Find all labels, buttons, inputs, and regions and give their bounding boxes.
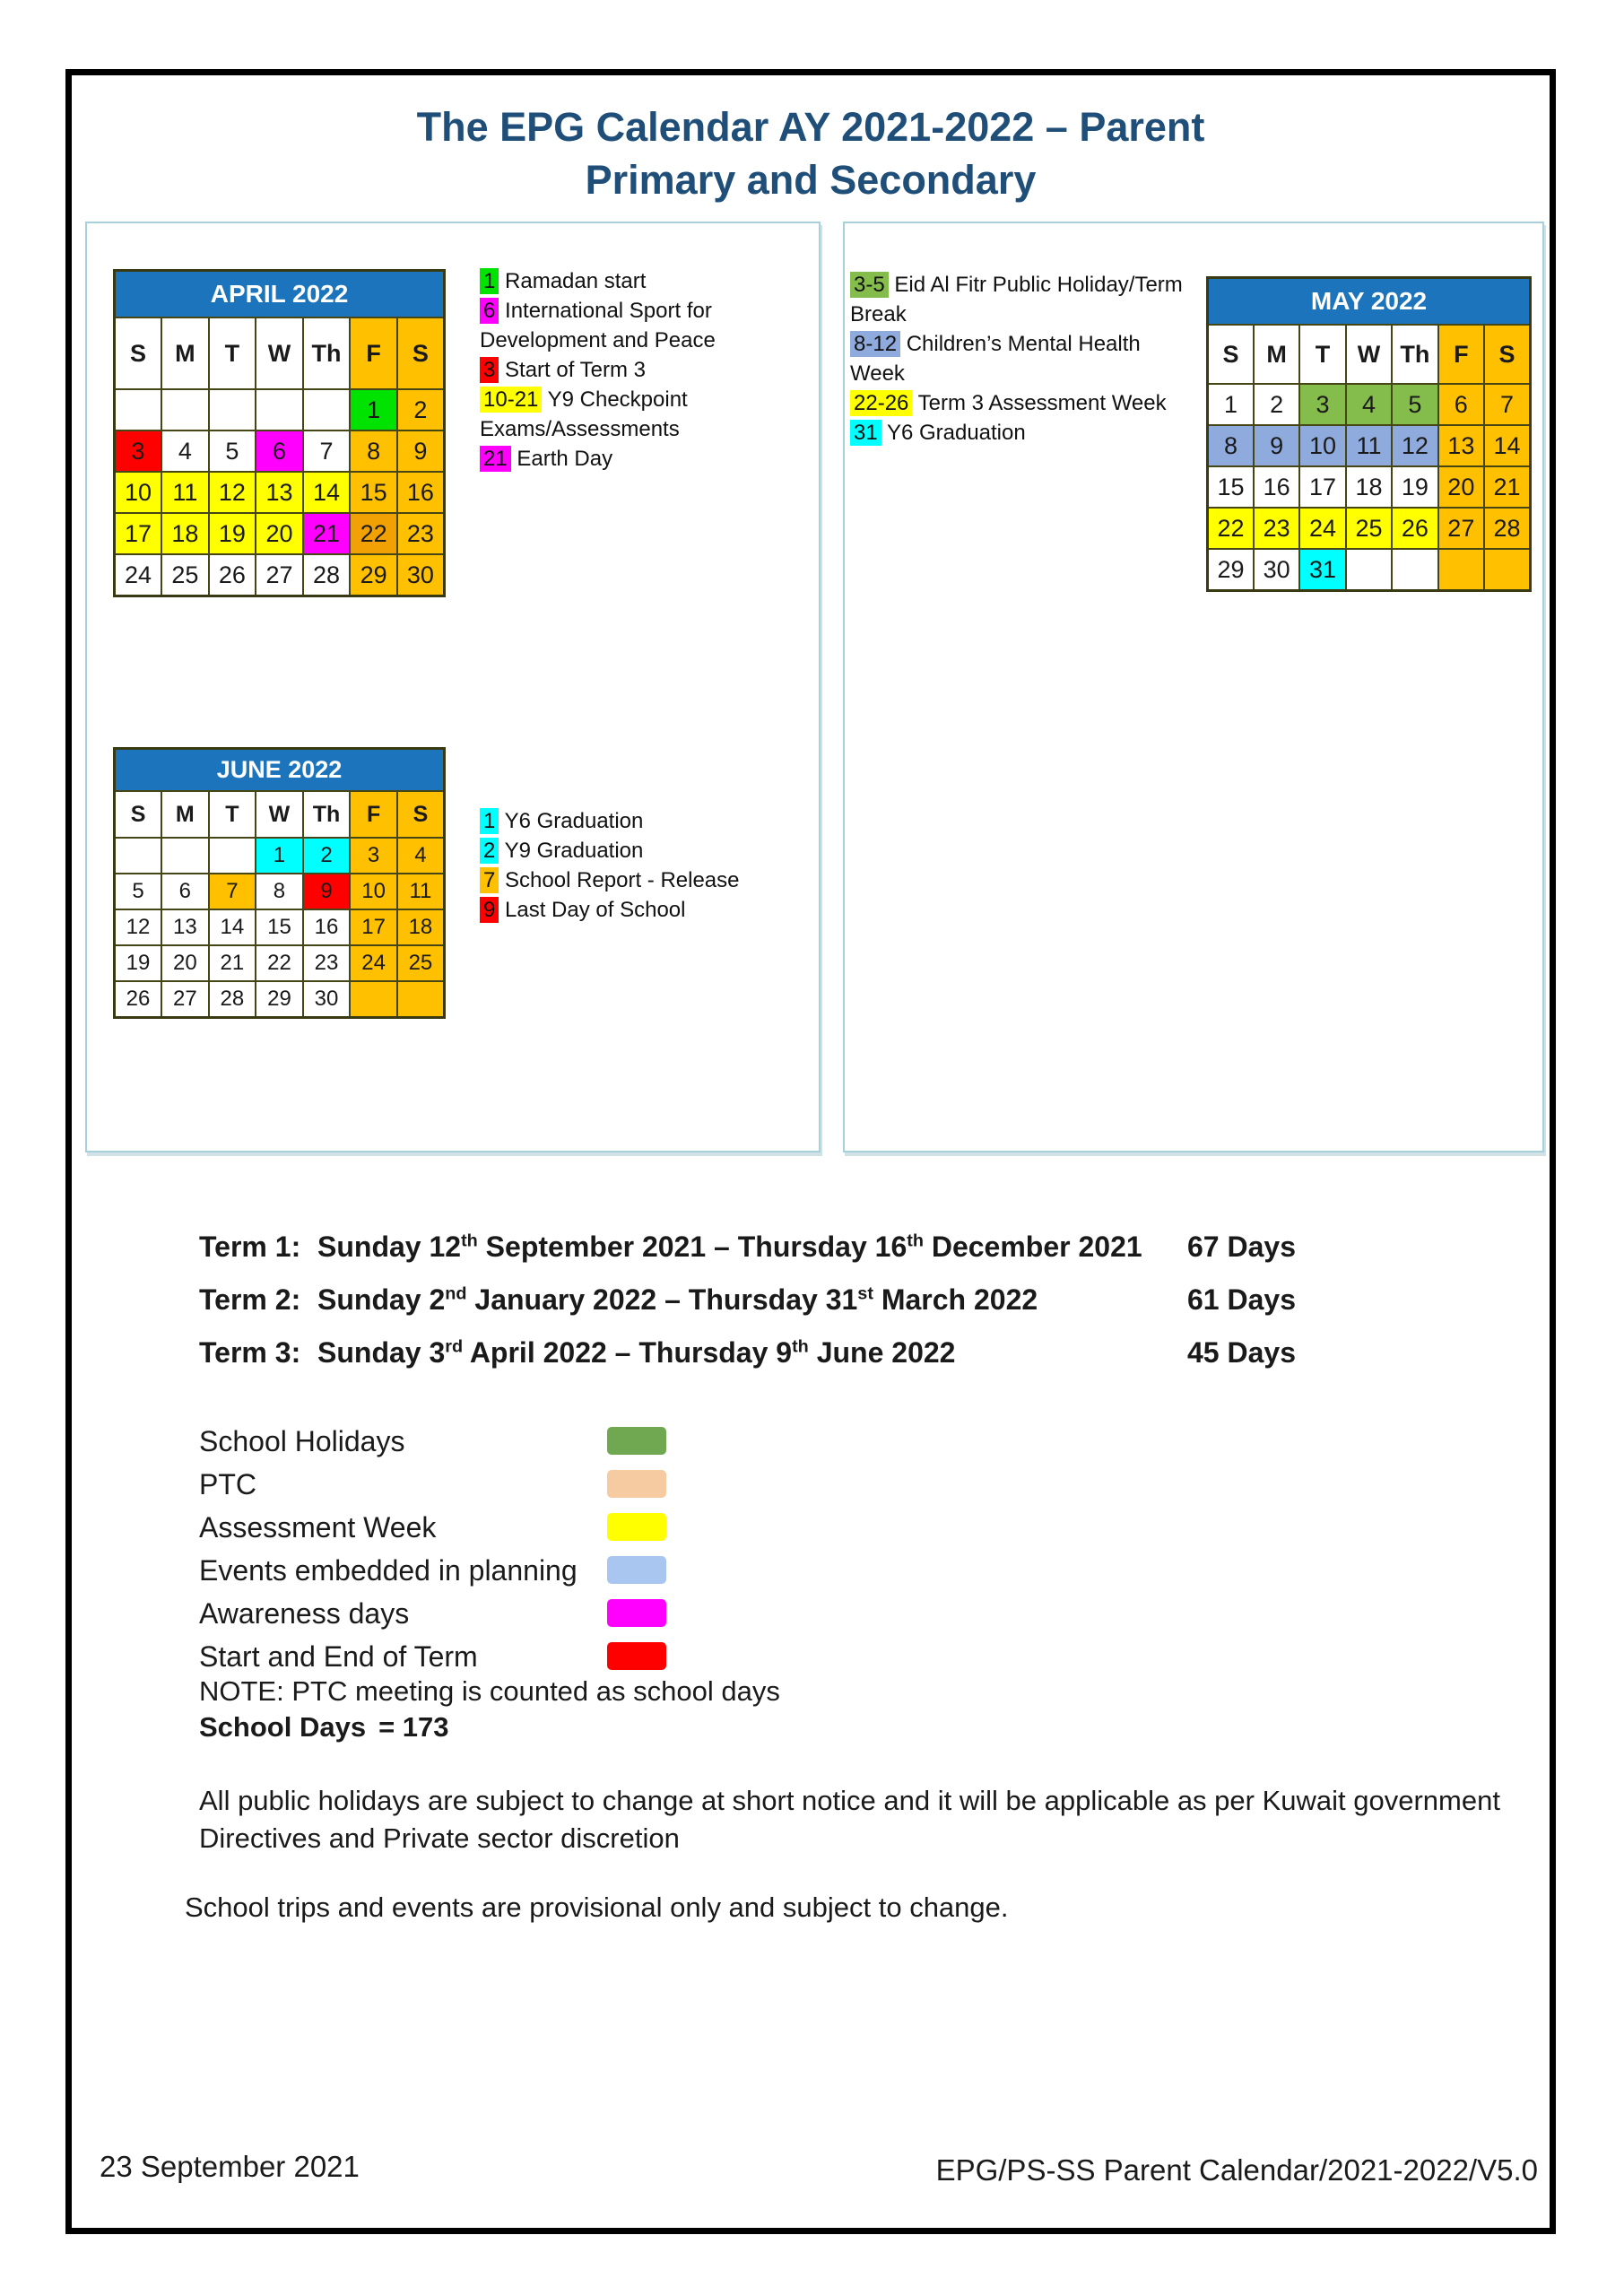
color-legend-label: Events embedded in planning <box>199 1554 578 1587</box>
day-cell-may-27: 27 <box>1438 508 1484 549</box>
april-legend <box>480 266 813 474</box>
calendar-table-april <box>113 269 446 597</box>
day-cell-april-10: 10 <box>115 472 162 513</box>
day-header-june-5: F <box>350 791 397 838</box>
day-cell-empty <box>161 838 209 874</box>
legend-date-highlight: 3 <box>480 357 499 383</box>
day-cell-may-11: 11 <box>1346 425 1392 466</box>
color-legend-label: School Holidays <box>199 1425 405 1457</box>
day-header-may-3: W <box>1346 325 1392 384</box>
day-header-june-6: S <box>397 791 445 838</box>
day-cell-june-7: 7 <box>209 874 256 909</box>
day-cell-may-3: 3 <box>1299 384 1345 425</box>
day-cell-april-3: 3 <box>115 430 162 472</box>
day-cell-april-18: 18 <box>161 513 209 554</box>
day-cell-empty <box>256 389 303 430</box>
day-cell-may-18: 18 <box>1346 466 1392 508</box>
day-cell-may-12: 12 <box>1392 425 1437 466</box>
day-header-may-6: S <box>1484 325 1530 384</box>
color-legend-swatch <box>607 1427 666 1455</box>
day-cell-april-2: 2 <box>397 389 445 430</box>
term-row-2 <box>199 1274 1455 1326</box>
legend-date-highlight: 8-12 <box>850 331 900 357</box>
term-dates: Sunday 2nd January 2022 – Thursday 31st March 2022 <box>317 1283 1038 1316</box>
legend-date-highlight: 1 <box>480 268 499 294</box>
day-cell-june-8: 8 <box>256 874 303 909</box>
day-cell-empty <box>115 838 162 874</box>
month-title-may: MAY 2022 <box>1208 278 1531 326</box>
legend-date-highlight: 7 <box>480 867 499 893</box>
day-cell-april-27: 27 <box>256 554 303 596</box>
day-cell-may-24: 24 <box>1299 508 1345 549</box>
day-cell-april-15: 15 <box>350 472 397 513</box>
legend-date-highlight: 22-26 <box>850 390 912 416</box>
day-cell-empty <box>209 389 256 430</box>
day-cell-june-4: 4 <box>397 838 445 874</box>
june-legend-item-2: 7 School Report - Release <box>480 865 785 895</box>
april-legend-item-0: 1 Ramadan start <box>480 266 813 296</box>
day-header-april-5: F <box>350 317 397 389</box>
day-cell-may-22: 22 <box>1208 508 1254 549</box>
day-cell-empty <box>1346 549 1392 591</box>
day-cell-june-27: 27 <box>161 981 209 1018</box>
color-legend-row-4 <box>199 1549 827 1592</box>
day-header-may-0: S <box>1208 325 1254 384</box>
day-cell-june-30: 30 <box>303 981 351 1018</box>
april-legend-item-1: 6 International Sport for Development and Peace <box>480 299 716 352</box>
day-cell-april-20: 20 <box>256 513 303 554</box>
day-cell-may-6: 6 <box>1438 384 1484 425</box>
day-cell-june-23: 23 <box>303 945 351 981</box>
term-days-count: 61 Days <box>1187 1283 1296 1316</box>
legend-date-highlight: 31 <box>850 420 881 446</box>
day-cell-june-22: 22 <box>256 945 303 981</box>
day-cell-june-3: 3 <box>350 838 397 874</box>
day-cell-empty <box>350 981 397 1018</box>
term-row-3 <box>199 1326 1455 1379</box>
day-cell-april-24: 24 <box>115 554 162 596</box>
day-header-june-1: M <box>161 791 209 838</box>
term-dates: Sunday 12th September 2021 – Thursday 16th December 2021 <box>317 1231 1142 1263</box>
day-cell-may-10: 10 <box>1299 425 1345 466</box>
color-legend-row-6 <box>199 1635 827 1678</box>
page-frame <box>65 69 1556 2234</box>
day-cell-april-5: 5 <box>209 430 256 472</box>
legend-date-highlight: 3-5 <box>850 272 889 298</box>
color-legend <box>199 1420 827 1678</box>
color-legend-row-1 <box>199 1420 827 1463</box>
legend-date-highlight: 10-21 <box>480 387 542 413</box>
document-title-line2: Primary and Secondary <box>585 157 1037 203</box>
color-legend-row-2 <box>199 1463 827 1506</box>
day-cell-may-17: 17 <box>1299 466 1345 508</box>
color-legend-label: Start and End of Term <box>199 1640 478 1673</box>
day-cell-may-25: 25 <box>1346 508 1392 549</box>
legend-date-highlight: 21 <box>480 446 511 472</box>
day-cell-june-1: 1 <box>256 838 303 874</box>
color-legend-swatch <box>607 1642 666 1670</box>
day-cell-may-13: 13 <box>1438 425 1484 466</box>
document-title-line1: The EPG Calendar AY 2021-2022 – Parent <box>416 104 1205 150</box>
day-cell-april-14: 14 <box>303 472 351 513</box>
calendar-box-left <box>85 222 821 1152</box>
term-label: Term 1: <box>199 1231 301 1263</box>
june-legend <box>480 806 785 925</box>
day-cell-april-9: 9 <box>397 430 445 472</box>
day-cell-may-20: 20 <box>1438 466 1484 508</box>
notes-block <box>199 1674 780 1745</box>
holidays-disclaimer: All public holidays are subject to change at short notice and it will be applicable as per Kuwait government Directives and Private sector discretion <box>199 1785 1500 1854</box>
april-legend-item-2: 3 Start of Term 3 <box>480 355 813 385</box>
day-cell-april-1: 1 <box>350 389 397 430</box>
calendar-table-june <box>113 747 446 1019</box>
day-cell-june-26: 26 <box>115 981 162 1018</box>
day-cell-may-2: 2 <box>1254 384 1299 425</box>
day-cell-june-24: 24 <box>350 945 397 981</box>
day-cell-april-17: 17 <box>115 513 162 554</box>
day-cell-may-14: 14 <box>1484 425 1530 466</box>
day-cell-april-28: 28 <box>303 554 351 596</box>
footer-document-reference: EPG/PS-SS Parent Calendar/2021-2022/V5.0 <box>935 2153 1538 2187</box>
term-days-count: 67 Days <box>1187 1231 1296 1263</box>
day-header-april-0: S <box>115 317 162 389</box>
day-header-june-3: W <box>256 791 303 838</box>
calendar-may-2022 <box>1206 276 1532 592</box>
legend-date-highlight: 2 <box>480 838 499 864</box>
day-header-april-3: W <box>256 317 303 389</box>
school-days-value: = 173 <box>378 1711 449 1743</box>
may-legend-item-2: 22-26 Term 3 Assessment Week <box>850 388 1205 418</box>
day-cell-april-16: 16 <box>397 472 445 513</box>
day-cell-april-4: 4 <box>161 430 209 472</box>
footer-date: 23 September 2021 <box>100 2150 360 2183</box>
june-legend-item-3: 9 Last Day of School <box>480 895 785 925</box>
day-cell-april-23: 23 <box>397 513 445 554</box>
day-header-april-4: Th <box>303 317 351 389</box>
day-header-april-6: S <box>397 317 445 389</box>
day-cell-june-15: 15 <box>256 909 303 945</box>
day-header-june-0: S <box>115 791 162 838</box>
term-days-count: 45 Days <box>1187 1336 1296 1369</box>
day-cell-may-9: 9 <box>1254 425 1299 466</box>
school-days-label: School Days <box>199 1711 367 1743</box>
day-cell-april-30: 30 <box>397 554 445 596</box>
day-cell-april-22: 22 <box>350 513 397 554</box>
day-cell-empty <box>209 838 256 874</box>
day-cell-april-26: 26 <box>209 554 256 596</box>
day-cell-may-1: 1 <box>1208 384 1254 425</box>
color-legend-swatch <box>607 1599 666 1627</box>
day-cell-empty <box>1484 549 1530 591</box>
term-label: Term 2: <box>199 1283 301 1316</box>
day-cell-may-8: 8 <box>1208 425 1254 466</box>
may-legend-item-1: 8-12 Children’s Mental Health Week <box>850 332 1141 386</box>
ptc-note: NOTE: PTC meeting is counted as school days <box>199 1675 780 1707</box>
april-legend-item-4: 21 Earth Day <box>480 444 813 474</box>
day-cell-june-16: 16 <box>303 909 351 945</box>
day-cell-april-12: 12 <box>209 472 256 513</box>
day-cell-june-12: 12 <box>115 909 162 945</box>
may-legend-item-0: 3-5 Eid Al Fitr Public Holiday/Term Break <box>850 273 1183 326</box>
school-days-total <box>199 1709 780 1745</box>
day-cell-empty <box>1392 549 1437 591</box>
day-header-april-1: M <box>161 317 209 389</box>
calendar-box-right <box>843 222 1544 1152</box>
day-cell-june-2: 2 <box>303 838 351 874</box>
day-header-april-2: T <box>209 317 256 389</box>
day-cell-may-5: 5 <box>1392 384 1437 425</box>
term-label: Term 3: <box>199 1336 301 1369</box>
day-cell-empty <box>1438 549 1484 591</box>
day-cell-june-13: 13 <box>161 909 209 945</box>
day-cell-may-15: 15 <box>1208 466 1254 508</box>
day-cell-april-21: 21 <box>303 513 351 554</box>
day-cell-june-18: 18 <box>397 909 445 945</box>
day-cell-april-13: 13 <box>256 472 303 513</box>
day-cell-june-10: 10 <box>350 874 397 909</box>
day-cell-june-9: 9 <box>303 874 351 909</box>
day-cell-may-29: 29 <box>1208 549 1254 591</box>
day-cell-empty <box>161 389 209 430</box>
day-cell-april-8: 8 <box>350 430 397 472</box>
day-cell-june-11: 11 <box>397 874 445 909</box>
day-cell-june-14: 14 <box>209 909 256 945</box>
day-header-may-2: T <box>1299 325 1345 384</box>
color-legend-label: Awareness days <box>199 1597 410 1630</box>
calendar-june-2022 <box>113 747 446 1019</box>
day-cell-may-30: 30 <box>1254 549 1299 591</box>
april-legend-item-3: 10-21 Y9 Checkpoint Exams/Assessments <box>480 387 688 441</box>
day-cell-april-19: 19 <box>209 513 256 554</box>
term-row-1 <box>199 1221 1455 1274</box>
color-legend-row-5 <box>199 1592 827 1635</box>
may-legend-item-3: 31 Y6 Graduation <box>850 418 1205 448</box>
day-header-may-4: Th <box>1392 325 1437 384</box>
legend-date-highlight: 6 <box>480 298 499 324</box>
day-cell-april-25: 25 <box>161 554 209 596</box>
day-cell-june-6: 6 <box>161 874 209 909</box>
color-legend-row-3 <box>199 1506 827 1549</box>
day-cell-may-26: 26 <box>1392 508 1437 549</box>
month-title-june: JUNE 2022 <box>115 749 445 792</box>
color-legend-swatch <box>607 1470 666 1498</box>
day-cell-april-7: 7 <box>303 430 351 472</box>
terms-list <box>199 1221 1455 1379</box>
day-cell-empty <box>397 981 445 1018</box>
day-header-may-1: M <box>1254 325 1299 384</box>
day-cell-june-25: 25 <box>397 945 445 981</box>
day-cell-may-23: 23 <box>1254 508 1299 549</box>
term-dates: Sunday 3rd April 2022 – Thursday 9th June 2022 <box>317 1336 956 1369</box>
day-cell-june-20: 20 <box>161 945 209 981</box>
day-cell-may-31: 31 <box>1299 549 1345 591</box>
day-cell-june-28: 28 <box>209 981 256 1018</box>
month-title-april: APRIL 2022 <box>115 271 445 318</box>
day-cell-empty <box>115 389 162 430</box>
day-header-june-4: Th <box>303 791 351 838</box>
day-cell-april-6: 6 <box>256 430 303 472</box>
day-cell-june-17: 17 <box>350 909 397 945</box>
day-cell-june-5: 5 <box>115 874 162 909</box>
color-legend-swatch <box>607 1556 666 1584</box>
day-cell-may-21: 21 <box>1484 466 1530 508</box>
day-cell-june-19: 19 <box>115 945 162 981</box>
day-cell-may-4: 4 <box>1346 384 1392 425</box>
may-legend <box>850 270 1205 448</box>
day-header-may-5: F <box>1438 325 1484 384</box>
legend-date-highlight: 9 <box>480 897 499 923</box>
document-title <box>72 100 1550 206</box>
calendar-april-2022 <box>113 269 446 597</box>
day-cell-june-29: 29 <box>256 981 303 1018</box>
calendar-table-may <box>1206 276 1532 592</box>
day-cell-may-7: 7 <box>1484 384 1530 425</box>
trips-disclaimer: School trips and events are provisional only and subject to change. <box>185 1892 1009 1923</box>
day-cell-april-29: 29 <box>350 554 397 596</box>
day-cell-may-16: 16 <box>1254 466 1299 508</box>
color-legend-label: Assessment Week <box>199 1511 437 1544</box>
june-legend-item-0: 1 Y6 Graduation <box>480 806 785 836</box>
day-cell-april-11: 11 <box>161 472 209 513</box>
day-cell-may-28: 28 <box>1484 508 1530 549</box>
color-legend-label: PTC <box>199 1468 256 1500</box>
day-header-june-2: T <box>209 791 256 838</box>
color-legend-swatch <box>607 1513 666 1541</box>
day-cell-june-21: 21 <box>209 945 256 981</box>
june-legend-item-1: 2 Y9 Graduation <box>480 836 785 865</box>
day-cell-may-19: 19 <box>1392 466 1437 508</box>
legend-date-highlight: 1 <box>480 808 499 834</box>
day-cell-empty <box>303 389 351 430</box>
